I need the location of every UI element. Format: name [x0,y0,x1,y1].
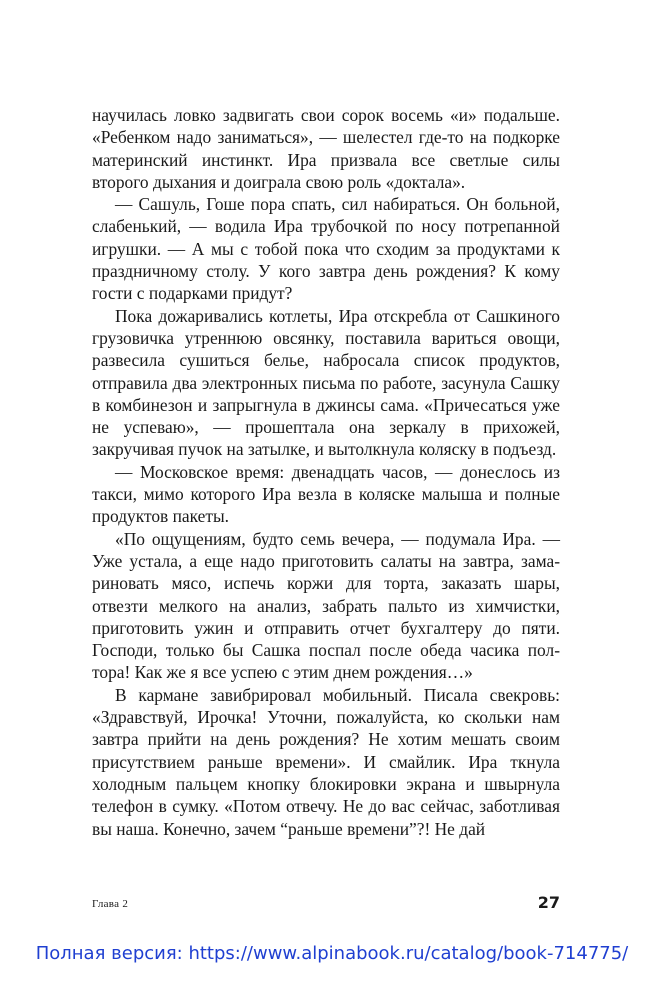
paragraph: «По ощущениям, будто семь вечера, — подумала Ира. — Уже устала, а еще надо приготовить салаты на завтра, замариновать мясо, испечь коржи для торта, заказать шары, отвезти мелкого на анализ, забрать пальто из химчистки, приготовить ужин и отправить отчет бухгалтеру до пяти. Господи, только бы Сашка поспал после обеда часика полтора! Как же я все успею с этим днем рождения…» [92,528,560,683]
chapter-label: Глава 2 [92,898,129,910]
paragraph: — Московское время: двенадцать часов, — донеслось из такси, мимо которого Ира везла в коляске малыша и полные продуктов пакеты. [92,461,560,527]
paragraph: В кармане завибрировал мобильный. Писала свекровь: «Здравствуй, Ирочка! Уточни, пожалуйста, ко скольки нам завтра прийти на день рождения? Не хотим мешать своим присутствием раньше времени». И смайлик. Ира ткнула холодным пальцем кнопку блокировки экрана и швырнула телефон в сумку. «Потом отвечу. Не до вас сейчас, заботливая вы наша. Конечно, зачем “раньше времени”?! Не дай [92,684,560,839]
book-text [92,104,560,840]
paragraph: Пока дожаривались котлеты, Ира отскребла от Сашкиного грузовичка утреннюю овсянку, поставила вариться овощи, развесила сушиться белье, набросала список продуктов, отправила два электронных письма по работе, засунула Сашку в комбинезон и запрыгнула в джинсы сама. «Причесаться уже не успеваю», — прошептала она зеркалу в прихожей, закручивая пучок на затылке, и вытолкнула коляску в подъезд. [92,305,560,460]
full-version-link[interactable]: Полная версия: https://www.alpinabook.ru/catalog/book-714775/ [35,943,629,964]
paragraph: — Сашуль, Гоше пора спать, сил набираться. Он больной, слабенький, — водила Ира трубочкой по носу потрепанной игрушки. — А мы с тобой пока что сходим за продуктами к праздничному столу. У кого завтра день рождения? К кому гости с подарками придут? [92,194,560,304]
paragraph: научилась ловко задвигать свои сорок восемь «и» подальше. «Ребенком надо заниматься», — шелестел где-то на подкорке материнский инстинкт. Ира призвала все светлые силы второго дыхания и доиграла свою роль «доктала». [92,105,560,192]
page-number: 27 [537,893,560,912]
